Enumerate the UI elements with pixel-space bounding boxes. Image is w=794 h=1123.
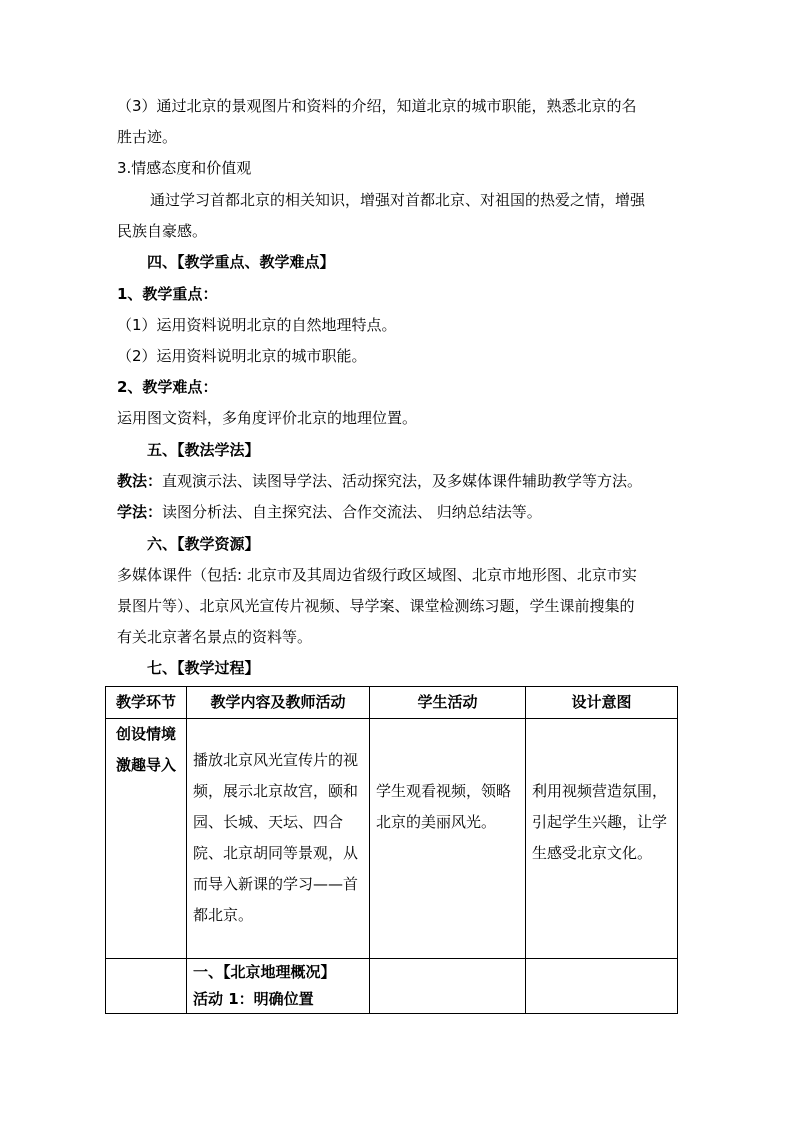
intent-text: 利用视频营造氛围，引起学生兴趣，让学生感受北京文化。 — [532, 782, 668, 862]
stage-line2: 激趣导入 — [115, 756, 176, 774]
table-row — [106, 959, 678, 1014]
resources-line3: 有关北京著名景点的资料等。 — [117, 628, 313, 646]
table-row — [106, 719, 678, 959]
section-heading-4: 四、【教学重点、教学难点】 — [147, 253, 335, 271]
header-content: 教学内容及教师活动 — [187, 687, 370, 719]
teaching-method-text: 直观演示法、读图导学法、活动探究法，及多媒体课件辅助教学等方法。 — [162, 472, 643, 490]
stage-cell — [106, 719, 187, 959]
key-point-1: （1）运用资料说明北京的自然地理特点。 — [117, 316, 397, 334]
student-text: 学生观看视频，领略北京的美丽风光。 — [376, 782, 512, 831]
table-header-row — [106, 687, 678, 719]
objective-3-line1: （3）通过北京的景观图片和资料的介绍，知道北京的城市职能，熟悉北京的名 — [117, 97, 637, 115]
teaching-method-line — [117, 470, 642, 492]
difficulty-text: 运用图文资料，多角度评价北京的地理位置。 — [117, 409, 418, 427]
resources-line2: 景图片等）、北京风光宣传片视频、导学案、课堂检测练习题，学生课前搜集的 — [117, 597, 635, 615]
section-heading-emotion: 3.情感态度和价值观 — [117, 159, 252, 177]
resources-line1: 多媒体课件（包括: 北京市及其周边省级行政区域图、北京市地形图、北京市实 — [117, 566, 637, 584]
header-intent: 设计意图 — [526, 687, 678, 719]
stage-line1: 创设情境 — [115, 725, 176, 743]
key-points-heading: 1、教学重点： — [117, 285, 218, 303]
learning-method-line — [117, 501, 542, 523]
content-heading: 一、【北京地理概况】 — [193, 963, 336, 981]
teaching-process-table — [105, 686, 678, 1014]
content-text: 播放北京风光宣传片的视频，展示北京故宫，颐和园、长城、天坛、四合院、北京胡同等景观，从而导入新课的学习——首都北京。 — [193, 751, 359, 924]
key-point-2: （2）运用资料说明北京的城市职能。 — [117, 347, 367, 365]
intent-cell — [526, 719, 678, 959]
content-cell — [187, 719, 370, 959]
student-cell-empty — [370, 959, 526, 1014]
intent-cell-empty — [526, 959, 678, 1014]
section-heading-7: 七、【教学过程】 — [147, 659, 260, 677]
stage-cell-empty — [106, 959, 187, 1014]
objective-3-line2: 胜古迹。 — [117, 128, 178, 146]
section-heading-6: 六、【教学资源】 — [147, 535, 260, 553]
learning-method-text: 读图分析法、自主探究法、合作交流法、 归纳总结法等。 — [162, 503, 542, 521]
emotion-paragraph-line2: 民族自豪感。 — [117, 222, 208, 240]
content-activity: 活动 1：明确位置 — [193, 990, 314, 1008]
teaching-method-label: 教法： — [117, 472, 163, 490]
section-heading-5: 五、【教法学法】 — [147, 441, 260, 459]
content-cell — [187, 959, 370, 1014]
learning-method-label: 学法： — [117, 503, 163, 521]
header-student: 学生活动 — [370, 687, 526, 719]
difficulty-heading: 2、教学难点： — [117, 378, 218, 396]
header-stage: 教学环节 — [106, 687, 187, 719]
student-cell — [370, 719, 526, 959]
emotion-paragraph-line1: 通过学习首都北京的相关知识，增强对首都北京、对祖国的热爱之情，增强 — [150, 191, 646, 209]
